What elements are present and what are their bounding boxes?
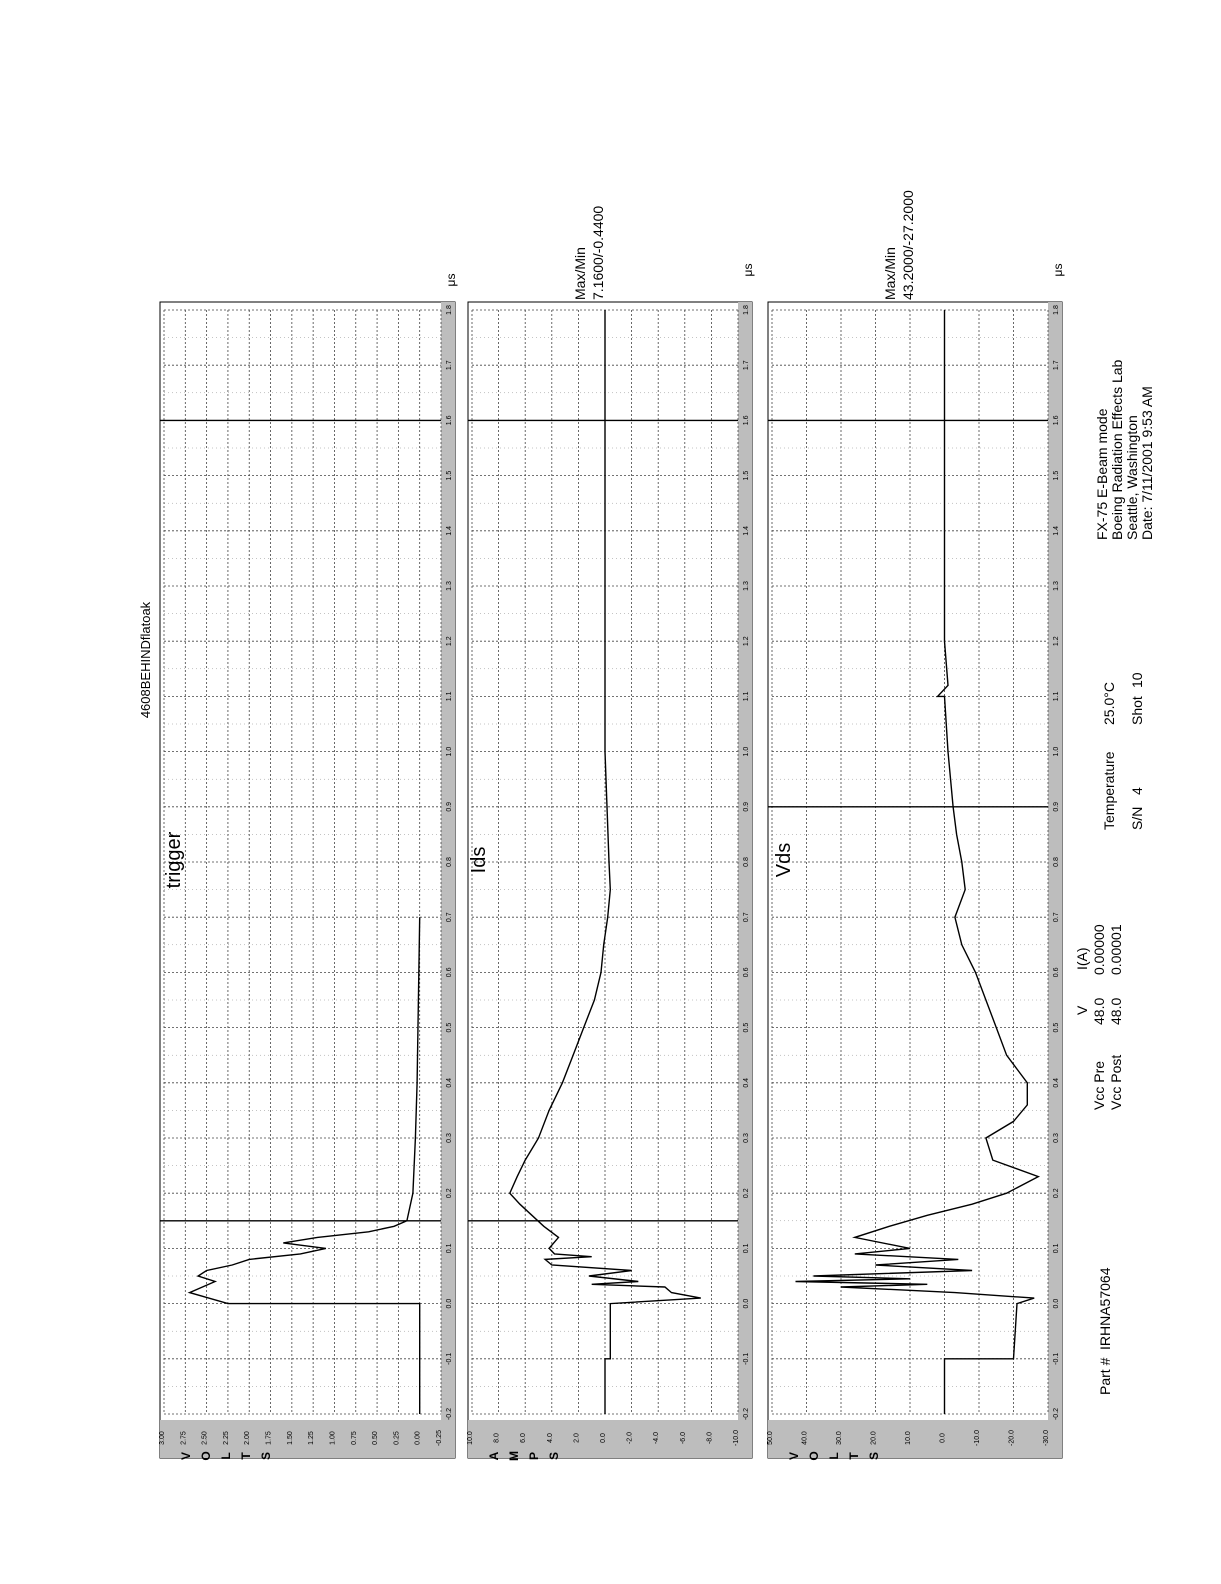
time-tick-label: 0.8 — [1053, 857, 1060, 867]
value-tick-label: 2.00 — [244, 1431, 252, 1445]
time-tick-label: 0.5 — [446, 1022, 453, 1033]
time-tick-label: 1.1 — [743, 691, 750, 702]
value-tick-label: 2.50 — [201, 1431, 209, 1445]
y-axis-label-letter: S — [547, 1451, 561, 1461]
vcc-pre-v: 48.0 — [1091, 997, 1107, 1025]
chart-title: Ids — [468, 846, 490, 874]
time-tick-label: 1.6 — [1053, 415, 1060, 426]
temperature-label: Temperature — [1101, 751, 1117, 830]
time-tick-label: -0.2 — [743, 1407, 750, 1421]
vds-panel — [767, 190, 1062, 1461]
value-tick-label: 1.50 — [286, 1431, 294, 1445]
time-tick-label: 1.8 — [1053, 305, 1060, 315]
time-tick-label: 1.0 — [1053, 746, 1060, 757]
time-tick-label: 1.2 — [743, 636, 750, 647]
time-tick-label: 0.4 — [1053, 1077, 1060, 1088]
time-tick-label: 1.4 — [1053, 525, 1060, 536]
trigger-panel — [159, 302, 455, 1461]
value-tick-label: 0.75 — [350, 1431, 358, 1445]
time-tick-label: 0.1 — [1053, 1243, 1060, 1254]
value-tick-label: -10.0 — [974, 1430, 981, 1446]
vcc-pre-i: 0.00000 — [1091, 924, 1107, 975]
time-tick-label: 0.9 — [1053, 801, 1060, 812]
value-tick-label: 6.0 — [520, 1433, 528, 1443]
time-tick-label: 1.7 — [743, 360, 750, 371]
value-tick-label: -4.0 — [653, 1431, 661, 1445]
time-tick-label: 1.3 — [1053, 581, 1060, 591]
time-tick-label: 1.2 — [446, 636, 453, 647]
time-tick-label: 0.5 — [743, 1022, 750, 1033]
y-axis-label-letter: L — [827, 1452, 841, 1460]
value-tick-label: 8.0 — [493, 1433, 501, 1443]
time-tick-label: 0.0 — [743, 1298, 750, 1309]
time-tick-label: -0.1 — [446, 1352, 453, 1365]
y-axis-label-letter: S — [867, 1451, 881, 1461]
time-tick-label: 1.3 — [446, 581, 453, 591]
value-tick-label: 2.75 — [180, 1431, 188, 1445]
y-axis-label-letter: S — [259, 1451, 273, 1461]
value-tick-label: 3.00 — [159, 1431, 166, 1445]
unit-label-ids: μs — [741, 263, 755, 277]
time-tick-label: 0.7 — [1053, 912, 1060, 923]
value-tick-label: -0.25 — [436, 1430, 443, 1446]
time-tick-label: 1.5 — [1053, 470, 1060, 481]
value-tick-label: 2.25 — [222, 1431, 230, 1445]
time-tick-label: -0.2 — [1053, 1407, 1060, 1421]
value-tick-label: 40.0 — [801, 1431, 809, 1445]
time-tick-label: 0.3 — [1053, 1133, 1060, 1143]
time-tick-label: 0.4 — [743, 1077, 750, 1088]
shot-date: Date: 7/11/2001 9:53 AM — [1139, 386, 1155, 540]
value-tick-label: 0.50 — [372, 1431, 380, 1445]
value-tick-label: 1.00 — [329, 1431, 337, 1445]
time-tick-label: 1.2 — [1053, 636, 1060, 647]
unit-label-vds: μs — [1051, 263, 1065, 277]
ids-panel — [467, 206, 752, 1461]
vcc-post-v: 48.0 — [1108, 997, 1124, 1025]
y-axis-label-letter: T — [239, 1452, 253, 1460]
time-tick-label: 0.1 — [446, 1243, 453, 1254]
time-tick-label: 1.3 — [743, 581, 750, 591]
time-tick-label: 0.6 — [446, 967, 453, 978]
time-tick-label: 1.7 — [1053, 360, 1060, 371]
footer — [1074, 359, 1155, 1395]
time-tick-label: -0.1 — [1053, 1352, 1060, 1365]
time-tick-label: 0.1 — [743, 1243, 750, 1254]
value-tick-label: -30.0 — [1043, 1430, 1050, 1446]
time-tick-label: 0.2 — [446, 1188, 453, 1199]
col-v-header: V — [1074, 1005, 1090, 1015]
time-tick-label: 0.2 — [1053, 1188, 1060, 1199]
time-tick-label: 1.7 — [446, 360, 453, 371]
time-tick-label: 0.0 — [1053, 1298, 1060, 1309]
value-tick-label: -6.0 — [679, 1431, 687, 1445]
value-tick-label: 20.0 — [870, 1431, 878, 1445]
beam-mode: FX-75 E-Beam mode — [1094, 408, 1110, 540]
sn-label: S/N — [1129, 806, 1145, 830]
time-tick-label: 1.4 — [446, 525, 453, 536]
part-value: IRHNA57064 — [1097, 1267, 1113, 1350]
value-tick-label: 1.25 — [308, 1431, 316, 1445]
max-min-label: Max/Min — [572, 247, 588, 300]
time-tick-label: 0.9 — [743, 801, 750, 812]
time-tick-label: 1.8 — [743, 305, 750, 315]
time-tick-label: 0.3 — [446, 1133, 453, 1143]
time-tick-label: 0.6 — [1053, 967, 1060, 978]
max-min-label: Max/Min — [882, 247, 898, 300]
y-axis-label-letter: O — [807, 1451, 821, 1461]
vcc-pre-label: Vcc Pre — [1091, 1060, 1107, 1110]
value-tick-label: 4.0 — [546, 1433, 554, 1443]
chart-title: Vds — [773, 842, 795, 878]
value-tick-label: 0.0 — [600, 1433, 607, 1443]
y-axis-label-letter: L — [219, 1452, 233, 1460]
value-tick-label: -10.0 — [733, 1430, 740, 1446]
y-axis-label-letter: V — [787, 1451, 801, 1461]
temperature-value: 25.0°C — [1101, 682, 1117, 725]
max-min-label: 43.2000/-27.2000 — [900, 190, 916, 300]
value-tick-label: -2.0 — [626, 1431, 634, 1445]
value-tick-label: 0.25 — [393, 1431, 401, 1445]
lab-name: Boeing Radiation Effects Lab — [1109, 359, 1125, 540]
time-tick-label: 0.3 — [743, 1133, 750, 1143]
time-tick-label: 0.8 — [446, 857, 453, 867]
vcc-post-i: 0.00001 — [1108, 924, 1124, 975]
time-tick-label: 1.1 — [1053, 691, 1060, 702]
value-tick-label: 1.75 — [265, 1431, 273, 1445]
value-tick-label: -20.0 — [1008, 1430, 1016, 1446]
value-tick-label: 10.0 — [467, 1431, 474, 1445]
time-tick-label: 1.0 — [743, 746, 750, 757]
time-tick-label: 1.6 — [446, 415, 453, 426]
lab-location: Seattle, Washington — [1124, 415, 1140, 540]
time-tick-label: -0.1 — [743, 1352, 750, 1365]
shot-label: Shot — [1129, 696, 1145, 725]
time-tick-label: 0.9 — [446, 801, 453, 812]
y-axis-label-letter: O — [199, 1451, 213, 1461]
document-title: 4608BEHINDflatoak — [138, 601, 153, 719]
value-tick-label: 0.0 — [939, 1433, 947, 1443]
time-tick-label: 1.6 — [743, 415, 750, 426]
sn-value: 4 — [1129, 787, 1145, 795]
time-tick-label: 1.5 — [446, 470, 453, 481]
value-tick-label: -8.0 — [706, 1431, 714, 1445]
vcc-post-label: Vcc Post — [1108, 1054, 1124, 1110]
time-tick-label: 1.8 — [446, 305, 453, 315]
y-axis-label-letter: T — [847, 1452, 861, 1460]
y-axis-label-letter: A — [487, 1451, 501, 1461]
time-tick-label: -0.2 — [446, 1407, 453, 1421]
y-axis-label-letter: P — [527, 1451, 541, 1461]
time-tick-label: 1.1 — [446, 691, 453, 702]
unit-label-trigger: μs — [444, 273, 458, 287]
max-min-label: 7.1600/-0.4400 — [590, 205, 606, 300]
time-tick-label: 1.0 — [446, 746, 453, 757]
time-tick-label: 0.6 — [743, 967, 750, 978]
time-tick-label: 0.8 — [743, 857, 750, 867]
time-tick-label: 1.4 — [743, 525, 750, 536]
time-tick-label: 1.5 — [743, 470, 750, 481]
chart-title: trigger — [163, 831, 185, 889]
y-axis-label-letter: M — [507, 1451, 521, 1461]
shot-value: 10 — [1129, 672, 1145, 688]
time-tick-label: 0.4 — [446, 1077, 453, 1088]
time-tick-label: 0.7 — [446, 912, 453, 923]
y-axis-label-letter: V — [179, 1451, 193, 1461]
value-tick-label: 30.0 — [836, 1431, 843, 1445]
time-tick-label: 0.7 — [743, 912, 750, 923]
value-tick-label: 2.0 — [573, 1433, 581, 1443]
value-tick-label: 50.0 — [767, 1431, 774, 1445]
time-tick-label: 0.0 — [446, 1298, 453, 1309]
col-i-header: I(A) — [1074, 947, 1090, 970]
time-tick-label: 0.2 — [743, 1188, 750, 1199]
value-tick-label: 0.00 — [414, 1431, 422, 1445]
time-tick-label: 0.5 — [1053, 1022, 1060, 1033]
part-label: Part # — [1097, 1357, 1113, 1395]
value-tick-label: 10.0 — [905, 1431, 912, 1445]
